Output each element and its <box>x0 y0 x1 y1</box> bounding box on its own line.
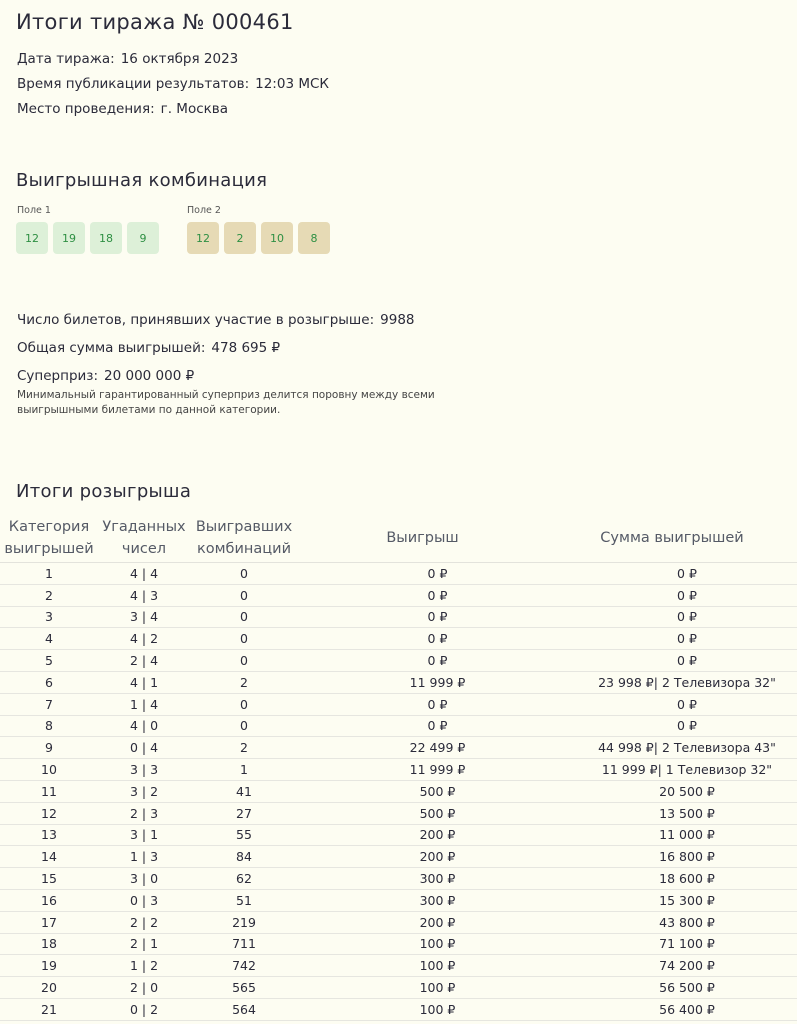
total-cell: 15 300 ₽ <box>547 889 797 911</box>
page-title: Итоги тиража № 000461 <box>16 10 294 34</box>
field2-ball: 2 <box>224 222 256 254</box>
prize-cell: 100 ₽ <box>298 977 547 999</box>
matched-cell: 2 | 1 <box>98 933 190 955</box>
winners-cell: 0 <box>190 650 298 672</box>
table-row <box>0 650 797 672</box>
prize-cell: 0 ₽ <box>298 584 547 606</box>
prize-cell: 0 ₽ <box>298 715 547 737</box>
table-row <box>0 889 797 911</box>
total-cell: 0 ₽ <box>547 693 797 715</box>
draw-place-value: г. Москва <box>160 101 229 117</box>
matched-cell: 2 | 2 <box>98 911 190 933</box>
table-row <box>0 955 797 977</box>
prize-cell: 0 ₽ <box>298 628 547 650</box>
matched-cell: 0 | 4 <box>98 737 190 759</box>
publication-time-label: Время публикации результатов: <box>17 76 250 92</box>
winners-cell: 2 <box>190 737 298 759</box>
matched-cell: 4 | 4 <box>98 563 190 585</box>
category-cell: 19 <box>0 955 98 977</box>
prize-cell: 11 999 ₽ <box>298 759 547 781</box>
total-cell: 44 998 ₽| 2 Телевизора 43" <box>547 737 797 759</box>
total-cell: 13 500 ₽ <box>547 802 797 824</box>
field2-ball: 12 <box>187 222 219 254</box>
total-cell: 20 500 ₽ <box>547 780 797 802</box>
field2-balls <box>187 222 330 254</box>
winners-cell: 0 <box>190 584 298 606</box>
draw-date-label: Дата тиража: <box>17 51 115 67</box>
table-row <box>0 977 797 999</box>
table-row <box>0 846 797 868</box>
tickets-count-line <box>17 312 415 328</box>
category-cell: 2 <box>0 584 98 606</box>
superprize-label: Суперприз: <box>17 368 99 384</box>
column-category: Категория выигрышей <box>0 514 98 563</box>
table-row <box>0 737 797 759</box>
superprize-note: Минимальный гарантированный суперприз делится поровну между всеми выигрышными билетами по данной категории. <box>17 389 435 416</box>
matched-cell: 3 | 3 <box>98 759 190 781</box>
matched-cell: 2 | 3 <box>98 802 190 824</box>
winners-cell: 565 <box>190 977 298 999</box>
results-body <box>0 563 797 1021</box>
table-row <box>0 911 797 933</box>
matched-cell: 0 | 3 <box>98 889 190 911</box>
field1-ball: 9 <box>127 222 159 254</box>
prize-cell: 0 ₽ <box>298 650 547 672</box>
table-row <box>0 759 797 781</box>
matched-cell: 1 | 3 <box>98 846 190 868</box>
total-cell: 71 100 ₽ <box>547 933 797 955</box>
category-cell: 16 <box>0 889 98 911</box>
total-cell: 16 800 ₽ <box>547 846 797 868</box>
table-row <box>0 628 797 650</box>
column-prize: Выигрыш <box>298 514 547 563</box>
table-row <box>0 933 797 955</box>
matched-cell: 4 | 0 <box>98 715 190 737</box>
prize-cell: 100 ₽ <box>298 998 547 1020</box>
table-row <box>0 780 797 802</box>
draw-place-label: Место проведения: <box>17 101 155 117</box>
category-cell: 14 <box>0 846 98 868</box>
prize-cell: 0 ₽ <box>298 563 547 585</box>
prize-cell: 200 ₽ <box>298 846 547 868</box>
category-cell: 1 <box>0 563 98 585</box>
table-row <box>0 824 797 846</box>
winners-cell: 1 <box>190 759 298 781</box>
publication-time-line <box>17 76 329 92</box>
results-header-row <box>0 514 797 563</box>
total-cell: 0 ₽ <box>547 584 797 606</box>
prize-cell: 300 ₽ <box>298 868 547 890</box>
superprize-value: 20 000 000 ₽ <box>104 368 195 384</box>
table-row <box>0 802 797 824</box>
total-winnings-value: 478 695 ₽ <box>211 340 281 356</box>
winners-cell: 0 <box>190 563 298 585</box>
prize-cell: 500 ₽ <box>298 802 547 824</box>
matched-cell: 1 | 2 <box>98 955 190 977</box>
prize-cell: 100 ₽ <box>298 933 547 955</box>
draw-date-line <box>17 51 238 67</box>
table-row <box>0 563 797 585</box>
category-cell: 12 <box>0 802 98 824</box>
winners-cell: 62 <box>190 868 298 890</box>
total-cell: 11 000 ₽ <box>547 824 797 846</box>
table-row <box>0 715 797 737</box>
matched-cell: 3 | 1 <box>98 824 190 846</box>
field1-balls <box>16 222 159 254</box>
matched-cell: 0 | 2 <box>98 998 190 1020</box>
category-cell: 5 <box>0 650 98 672</box>
column-total: Сумма выигрышей <box>547 514 797 563</box>
winners-cell: 0 <box>190 715 298 737</box>
total-cell: 43 800 ₽ <box>547 911 797 933</box>
superprize-line <box>17 368 194 384</box>
winners-cell: 2 <box>190 671 298 693</box>
winners-cell: 0 <box>190 606 298 628</box>
draw-date-value: 16 октября 2023 <box>120 51 239 67</box>
field1-label: Поле 1 <box>17 205 51 216</box>
table-row <box>0 584 797 606</box>
winners-cell: 27 <box>190 802 298 824</box>
matched-cell: 4 | 2 <box>98 628 190 650</box>
table-row <box>0 606 797 628</box>
category-cell: 11 <box>0 780 98 802</box>
table-row <box>0 693 797 715</box>
prize-cell: 0 ₽ <box>298 606 547 628</box>
column-matched: Угаданных чисел <box>98 514 190 563</box>
total-cell: 56 400 ₽ <box>547 998 797 1020</box>
winners-cell: 0 <box>190 693 298 715</box>
total-cell: 74 200 ₽ <box>547 955 797 977</box>
total-winnings-label: Общая сумма выигрышей: <box>17 340 206 356</box>
results-table <box>0 514 797 1021</box>
total-winnings-line <box>17 340 280 356</box>
category-cell: 9 <box>0 737 98 759</box>
winning-combination-title: Выигрышная комбинация <box>16 170 268 191</box>
field2-label: Поле 2 <box>187 205 221 216</box>
matched-cell: 3 | 0 <box>98 868 190 890</box>
category-cell: 4 <box>0 628 98 650</box>
tickets-count-label: Число билетов, принявших участие в розыгрыше: <box>17 312 375 328</box>
prize-cell: 0 ₽ <box>298 693 547 715</box>
matched-cell: 2 | 4 <box>98 650 190 672</box>
matched-cell: 4 | 3 <box>98 584 190 606</box>
table-row <box>0 868 797 890</box>
field1-ball: 12 <box>16 222 48 254</box>
table-row <box>0 998 797 1020</box>
winners-cell: 711 <box>190 933 298 955</box>
total-cell: 0 ₽ <box>547 628 797 650</box>
prize-cell: 500 ₽ <box>298 780 547 802</box>
category-cell: 10 <box>0 759 98 781</box>
prize-cell: 200 ₽ <box>298 824 547 846</box>
table-row <box>0 671 797 693</box>
total-cell: 18 600 ₽ <box>547 868 797 890</box>
prize-cell: 22 499 ₽ <box>298 737 547 759</box>
matched-cell: 3 | 2 <box>98 780 190 802</box>
prize-cell: 11 999 ₽ <box>298 671 547 693</box>
total-cell: 0 ₽ <box>547 606 797 628</box>
total-cell: 11 999 ₽| 1 Телевизор 32" <box>547 759 797 781</box>
draw-place-line <box>17 101 228 117</box>
category-cell: 15 <box>0 868 98 890</box>
field2-ball: 10 <box>261 222 293 254</box>
winners-cell: 742 <box>190 955 298 977</box>
winners-cell: 84 <box>190 846 298 868</box>
field1-ball: 18 <box>90 222 122 254</box>
tickets-count-value: 9988 <box>380 312 415 328</box>
winners-cell: 219 <box>190 911 298 933</box>
category-cell: 13 <box>0 824 98 846</box>
results-title: Итоги розыгрыша <box>16 481 192 502</box>
field2-ball: 8 <box>298 222 330 254</box>
winners-cell: 0 <box>190 628 298 650</box>
total-cell: 0 ₽ <box>547 563 797 585</box>
category-cell: 7 <box>0 693 98 715</box>
matched-cell: 3 | 4 <box>98 606 190 628</box>
winners-cell: 51 <box>190 889 298 911</box>
winners-cell: 55 <box>190 824 298 846</box>
total-cell: 23 998 ₽| 2 Телевизора 32" <box>547 671 797 693</box>
total-cell: 0 ₽ <box>547 715 797 737</box>
category-cell: 3 <box>0 606 98 628</box>
publication-time-value: 12:03 МСК <box>255 76 329 92</box>
matched-cell: 1 | 4 <box>98 693 190 715</box>
category-cell: 8 <box>0 715 98 737</box>
category-cell: 6 <box>0 671 98 693</box>
winners-cell: 564 <box>190 998 298 1020</box>
field1-ball: 19 <box>53 222 85 254</box>
category-cell: 17 <box>0 911 98 933</box>
prize-cell: 200 ₽ <box>298 911 547 933</box>
prize-cell: 100 ₽ <box>298 955 547 977</box>
total-cell: 0 ₽ <box>547 650 797 672</box>
prize-cell: 300 ₽ <box>298 889 547 911</box>
column-winners: Выигравших комбинаций <box>190 514 298 563</box>
category-cell: 21 <box>0 998 98 1020</box>
category-cell: 20 <box>0 977 98 999</box>
winners-cell: 41 <box>190 780 298 802</box>
matched-cell: 4 | 1 <box>98 671 190 693</box>
category-cell: 18 <box>0 933 98 955</box>
matched-cell: 2 | 0 <box>98 977 190 999</box>
total-cell: 56 500 ₽ <box>547 977 797 999</box>
